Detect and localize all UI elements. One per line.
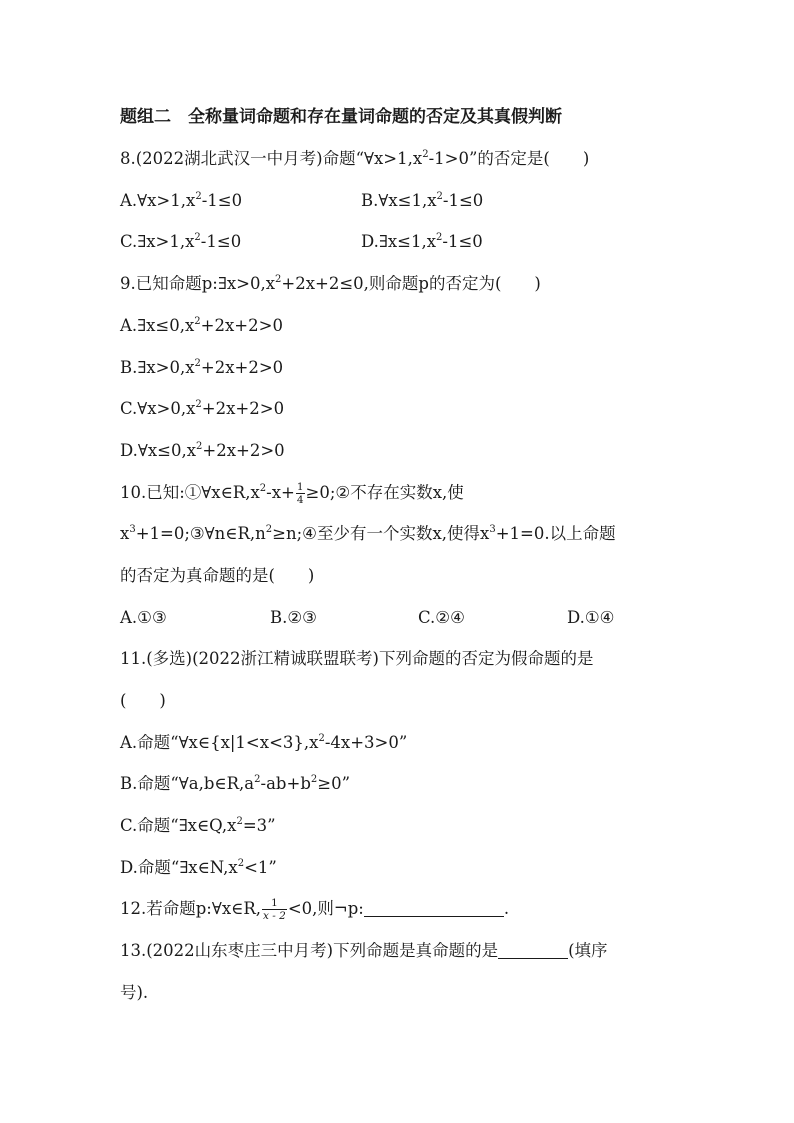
question-9-option-b: $B.\exists x>0,x^2+2x+2>0$ (120, 358, 284, 377)
section-heading: 题组二 全称量词命题和存在量词命题的否定及其真假判断 (120, 107, 562, 127)
question-11-option-a: A.命题“$\forall x\in\{x|1<x<3\},x^2-4x+3>0$” (120, 733, 408, 752)
question-8-option-a: $A.\forall x>1,x^2-1\le 0$ (120, 191, 243, 210)
question-8-option-d: $D.\exists x\le 1,x^2-1\le 0$ (361, 232, 483, 251)
question-12-stem: 12.若命题p:∀x∈R, $\frac{1}{x - 2}$ <0,则¬p: . (120, 897, 510, 922)
fraction-one-over-x-minus-2: $\frac{1}{x - 2}$ (263, 897, 286, 922)
question-11-line-1: 11.(多选)(2022浙江精诚联盟联考)下列命题的否定为假命题的是 (120, 649, 594, 668)
fraction-one-quarter: $\frac{1}{4}$ (296, 481, 304, 506)
answer-blank-12[interactable] (364, 898, 504, 917)
question-10-line-2: $x^3+1=0;③\forall n\in R,n^2\ge n;④$至少有一个实数x,使得$x^3+1=0$.以上命题 (120, 524, 616, 543)
question-9-option-a: $A.\exists x\le 0,x^2+2x+2>0$ (120, 316, 283, 335)
question-10-line-1: 10.已知$:①\forall x\in R,x^2-x+$ $\frac{1}{4}$ ≥0;②不存在实数x,使 (120, 481, 464, 506)
question-9-stem: 9.已知命题$p:\exists x>0,x^2+2x+2\le 0$,则命题p的否定为( ) (120, 274, 541, 293)
question-11-option-d: D.命题“$\exists x\in N,x^2<1$” (120, 858, 277, 877)
question-11-option-c: C.命题“$\exists x\in Q,x^2=3$” (120, 816, 276, 835)
question-11-option-b: B.命题“$\forall a,b\in R,a^2-ab+b^2\ge 0$” (120, 774, 351, 793)
question-9-option-d: $D.\forall x\le 0,x^2+2x+2>0$ (120, 441, 285, 460)
question-10-line-3: 的否定为真命题的是( ) (120, 566, 315, 585)
question-8-option-b: $B.\forall x\le 1,x^2-1\le 0$ (361, 191, 484, 210)
question-10-option-c: C.②④ (418, 608, 465, 627)
question-13-line-1: 13.(2022山东枣庄三中月考)下列命题是真命题的是 (填序 (120, 941, 608, 960)
question-11-line-2: ( ) (120, 691, 166, 710)
question-10-option-a: A.①③ (120, 608, 167, 627)
question-9-option-c: $C.\forall x>0,x^2+2x+2>0$ (120, 399, 285, 418)
question-8-stem: 8.(2022湖北武汉一中月考)命题“$\forall x>1,x^2-1>0$”的否定是( ) (120, 149, 590, 168)
question-13-line-2: 号). (120, 983, 149, 1002)
answer-blank-13[interactable] (498, 940, 568, 959)
question-8-option-c: $C.\exists x>1,x^2-1\le 0$ (120, 232, 242, 251)
question-10-option-b: B.②③ (270, 608, 317, 627)
question-10-option-d: D.①④ (567, 608, 615, 627)
